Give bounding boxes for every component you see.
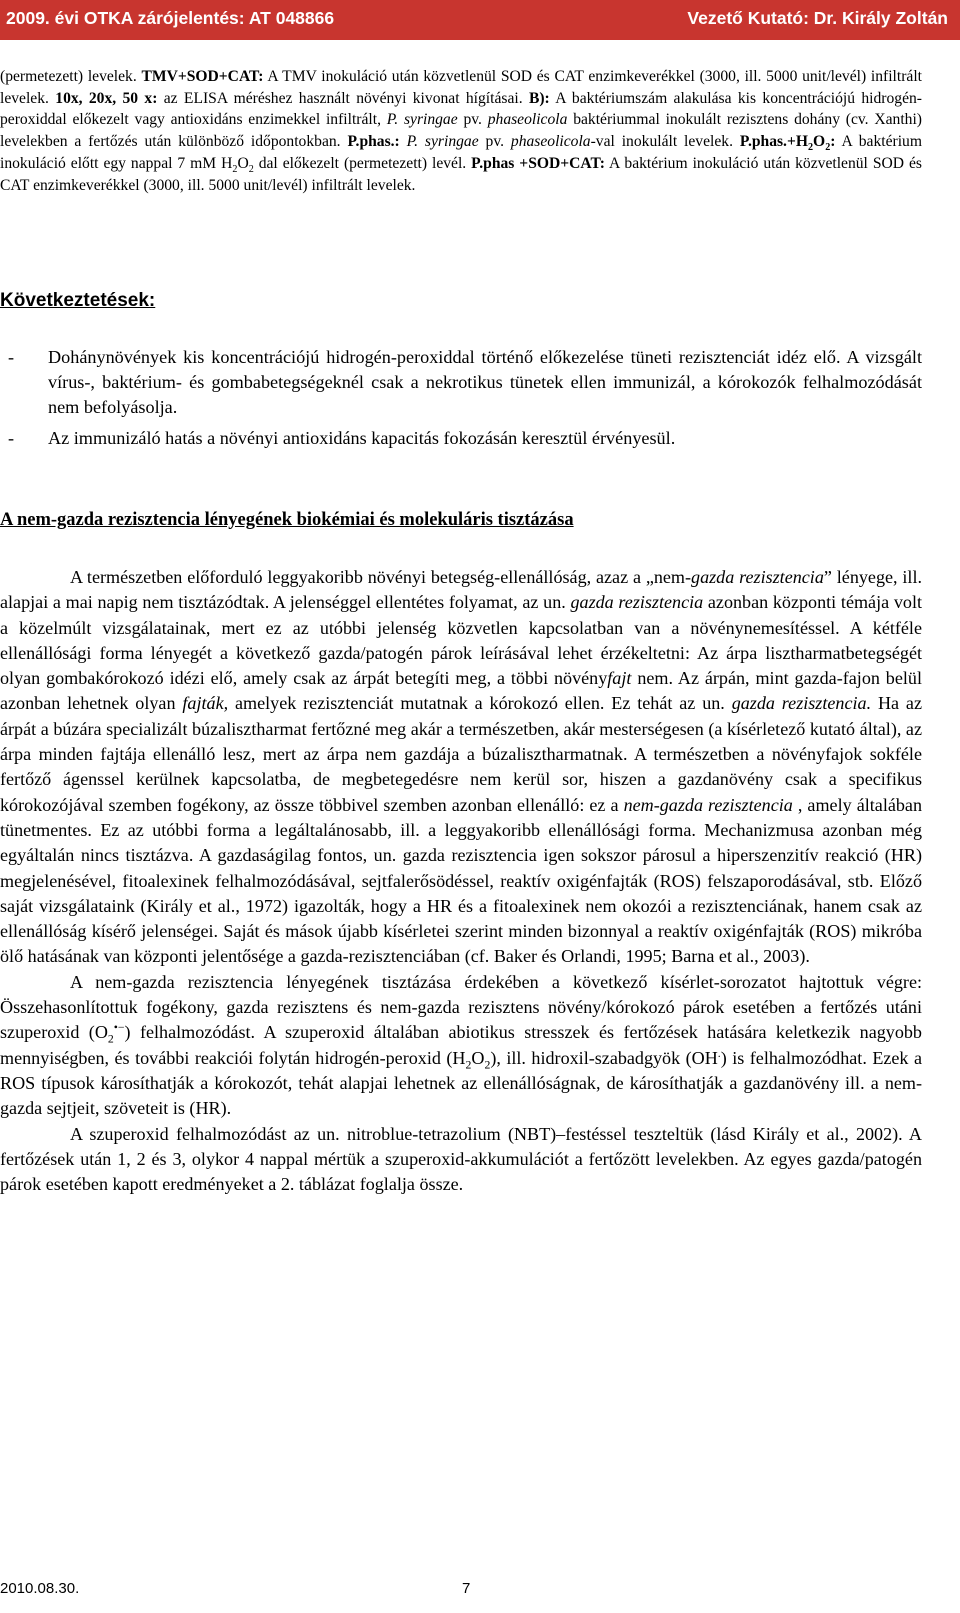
figure-caption: (permetezett) levelek. TMV+SOD+CAT: A TMV inokuláció után közvetlenül SOD és CAT enzimkeverékkel (3000, ill. 5000 unit/levél) infiltrált levelek. 10x, 20x, 50 x: az ELISA méréshez használt növényi kivonat hígításai. B): A baktériumszám alakulása kis koncentrációjú hidrogén-peroxiddal előkezelt vagy antioxidáns enzimekkel infiltrált, P. syringae pv. phaseolicola baktériummal inokulált rezisztens dohány (cv. Xanthi) levelekben a fertőzés után különböző időpontokban. P.phas.: P. syringae pv. phaseolicola-val inokulált levelek. $P.phas.+H_2O_2$: A baktérium inokuláció előtt egy nappal 7 mM $H_2O_2$ dal előkezelt (permetezett) levél. P.phas +SOD+CAT: A baktérium inokuláció után közvetlenül SOD és CAT enzimkeverékkel (3000, ill. 5000 unit/levél) infiltrált levelek. xyxy=(0,68,923,194)
header-project-title: 2009. évi OTKA zárójelentés: AT 048866 xyxy=(6,8,335,28)
section-heading: A nem-gazda rezisztencia lényegének biokémiai és molekuláris tisztázása xyxy=(0,510,574,530)
conclusion-text: Dohánynövények kis koncentrációjú hidrogén-peroxiddal történő előkezelése tüneti rezisztenciát idéz elő. A vizsgált vírus-, baktérium- és gombabetegségeknél csak a nekrotikus tünetek ellen immunizál, a kórokozók felhalmozódását nem befolyásolja. xyxy=(48,347,922,418)
footer-date: 2010.08.30. xyxy=(0,1580,80,1597)
section-body xyxy=(0,565,922,1197)
paragraph: A természetben előforduló leggyakoribb növényi betegség-ellenállóság, azaz a „nem-gazda rezisztencia” lényege, ill. alapjai a mai napig nem tisztázódtak. A jelenséggel ellentétes folyamat, az un. gazda rezisztencia azonban központi témája volt a közelmúlt vizsgálatainak, mert ez az utóbbi jelenség közvetlen kapcsolatban van a növénynemesítéssel. A kétféle ellenállósági forma lényegét a következő gazda/patogén párok leírásával lehet érzékeltetni: Az árpa lisztharmatbetegségét olyan gombakórokozó idézi elő, amely csak az árpát betegíti meg, a többi növényfajt nem. Az árpán, mint gazda-fajon belül azonban lehetnek olyan fajták, amelyek rezisztenciát mutatnak a kórokozó ellen. Ez tehát az un. gazda rezisztencia. Ha az árpát a búzára specializált búzalisztharmat fertőzné meg akár a természetben, akár mesterségesen (a kísérletező kutató által), az árpa minden fajtája ellenálló lesz, mert az árpa nem gazdája a búzalisztharmatnak. A természetben a növényfajok sokféle fertőző ágenssel kerülnek kapcsolatba, de megbetegedésre nem kerül sor, hiszen a gazdanövény csak a specifikus kórokozójával szemben fogékony, az össze többivel szemben azonban ellenálló: ez a nem-gazda rezisztencia , amely általában tünetmentes. Ez az utóbbi forma a legáltalánosabb, ill. a leggyakoribb ellenállósági forma. Mechanizmusa azonban még egyáltalán nincs tisztázva. A gazdaságilag fontos, un. gazda rezisztencia igen sokszor párosul a hiperszenzitív reakció (HR) megjelenésével, fitoalexinek felhalmozódásával, sejtfalerősödéssel, reaktív oxigénfajták (ROS) felszaporodásával, stb. Előző saját vizsgálataink (Király et al., 1972) igazolták, hogy a HR és a fitoalexinek nem okozói a rezisztenciának, hanem csak az ellenállóság kísérő jelenségei. Saját és mások újabb kísérletei szerint minden bizonnyal a reaktív oxigénfajták (ROS) mikróba ölő hatásának van központi jelentősége a gazda-rezisztenciában (cf. Baker és Orlandi, 1995; Barna et al., 2003). xyxy=(0,567,923,967)
header-lead-researcher: Vezető Kutató: Dr. Király Zoltán xyxy=(687,8,948,28)
conclusions-heading: Következtetések: xyxy=(0,290,156,311)
page-number: 7 xyxy=(462,1580,471,1597)
paragraph: A nem-gazda rezisztencia lényegének tisztázása érdekében a következő kísérlet-sorozatot hajtottuk végre: Összehasonlítottuk fogékony, gazda rezisztens és nem-gazda rezisztens növény/kórokozó párok esetében a fertőzés utáni szuperoxid $(O_2^{•-})$ felhalmozódást. A szuperoxid általában abiotikus stresszek és fertőzések hatására keletkezik nagyobb mennyiségben, és további reakciói folytán hidrogén-peroxid $(H_2O_2)$, ill. hidroxil-szabadgyök (OH.) is felhalmozódhat. Ezek a ROS típusok károsíthatják a kórokozót, tehát alapjai lehetnek az ellenállóságnak, de károsíthatják a gazdanövény ill. a nem-gazda sejtjeit, szöveteit is (HR). xyxy=(0,971,922,1119)
bullet-dash: - xyxy=(8,428,15,448)
bullet-dash: - xyxy=(8,347,15,367)
paragraph: A szuperoxid felhalmozódást az un. nitroblue-tetrazolium (NBT)–festéssel teszteltük (lásd Király et al., 2002). A fertőzések után 1, 2 és 3, olykor 4 nappal mértük a szuperoxid-akkumulációt a fertőzött levelekben. Az egyes gazda/patogén párok esetében kapott eredményeket a 2. táblázat foglalja össze. xyxy=(0,1123,922,1195)
conclusion-text: Az immunizáló hatás a növényi antioxidáns kapacitás fokozásán keresztül érvényesül. xyxy=(48,428,676,448)
